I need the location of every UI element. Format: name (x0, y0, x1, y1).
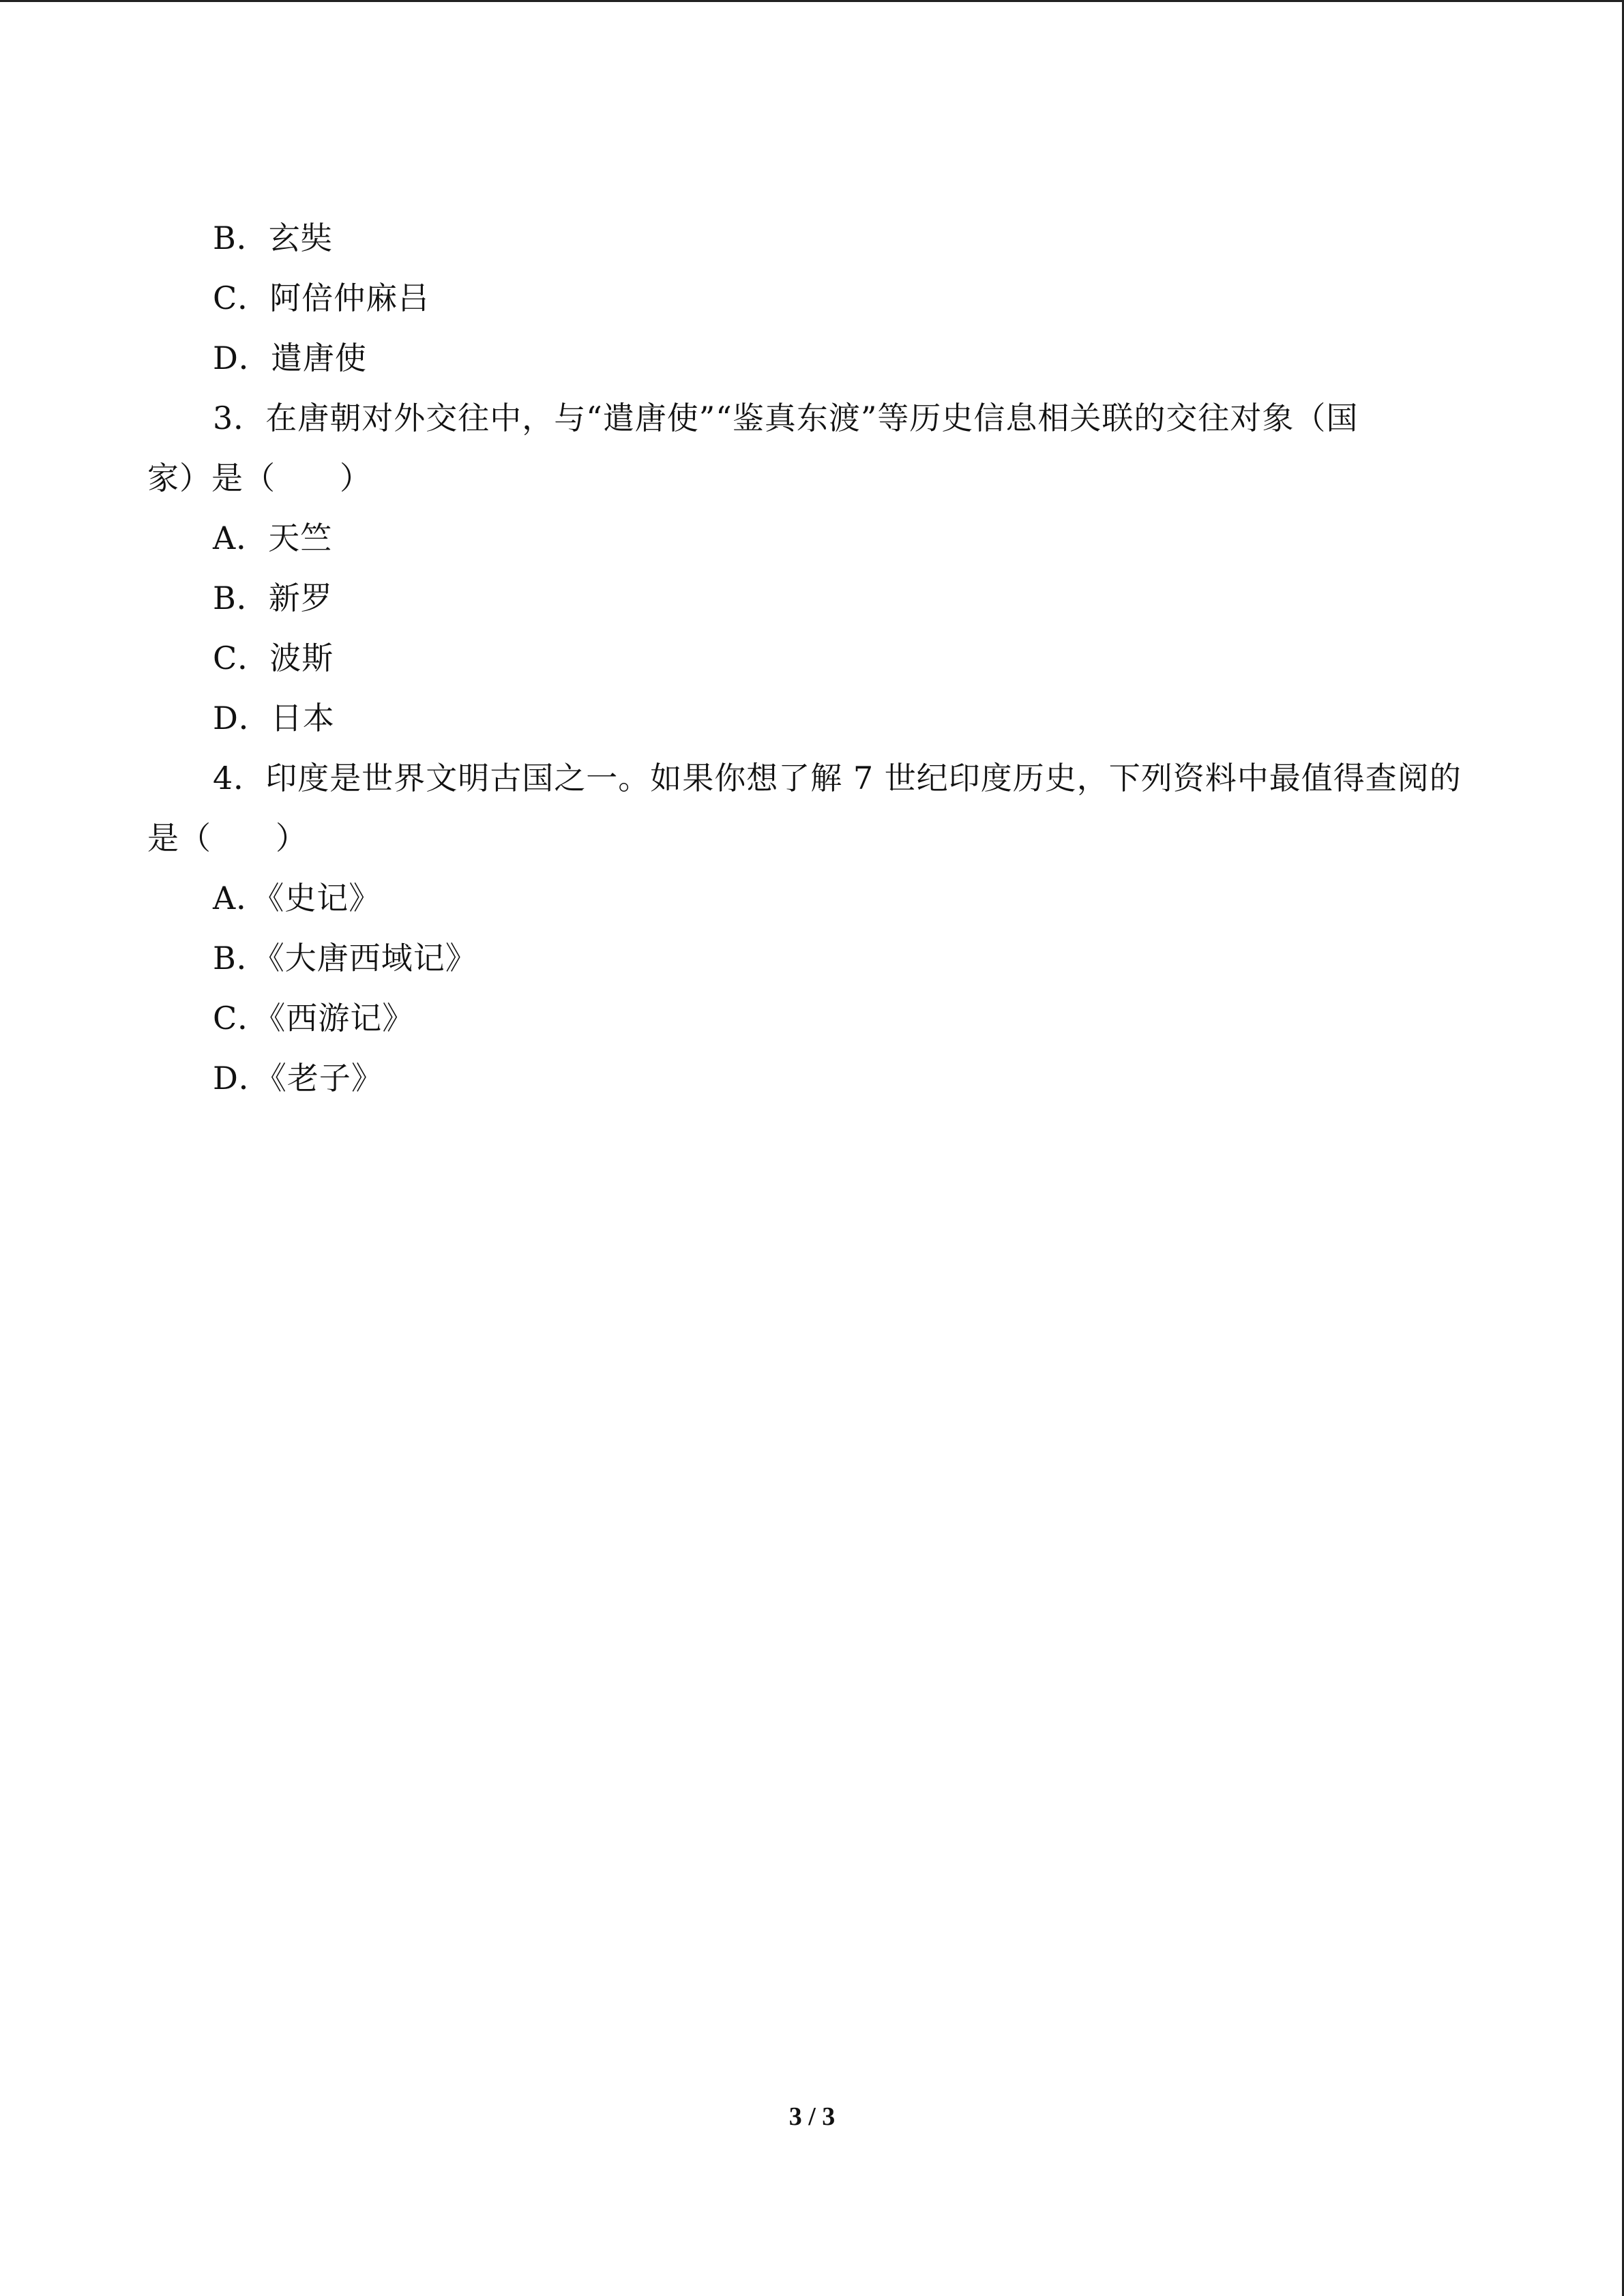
q3-option-d: D．日本 (213, 700, 335, 736)
q4-option-b: B．《大唐西域记》 (213, 940, 477, 976)
q4-stem-line-1: 4．印度是世界文明古国之一。如果你想了解 7 世纪印度历史，下列资料中最值得查阅的 (213, 760, 1462, 796)
q3-option-a: A．天竺 (213, 520, 333, 556)
q2-option-c: C．阿倍仲麻吕 (213, 280, 430, 316)
q4-option-d: D．《老子》 (213, 1060, 383, 1097)
q2-option-b: B．玄奘 (213, 220, 333, 256)
page-number: 3 / 3 (788, 2102, 836, 2131)
q4-stem-line-2: 是（ ） (147, 820, 308, 856)
q3-stem-line-1: 3．在唐朝对外交往中，与“遣唐使”“鉴真东渡”等历史信息相关联的交往对象（国 (213, 400, 1359, 436)
q3-stem-line-2: 家）是（ ） (147, 460, 372, 496)
q2-option-d: D．遣唐使 (213, 340, 367, 376)
q4-option-a: A．《史记》 (213, 880, 381, 916)
q4-option-c: C．《西游记》 (213, 1000, 415, 1037)
q3-option-b: B．新罗 (213, 580, 333, 616)
q3-option-c: C．波斯 (213, 640, 334, 676)
